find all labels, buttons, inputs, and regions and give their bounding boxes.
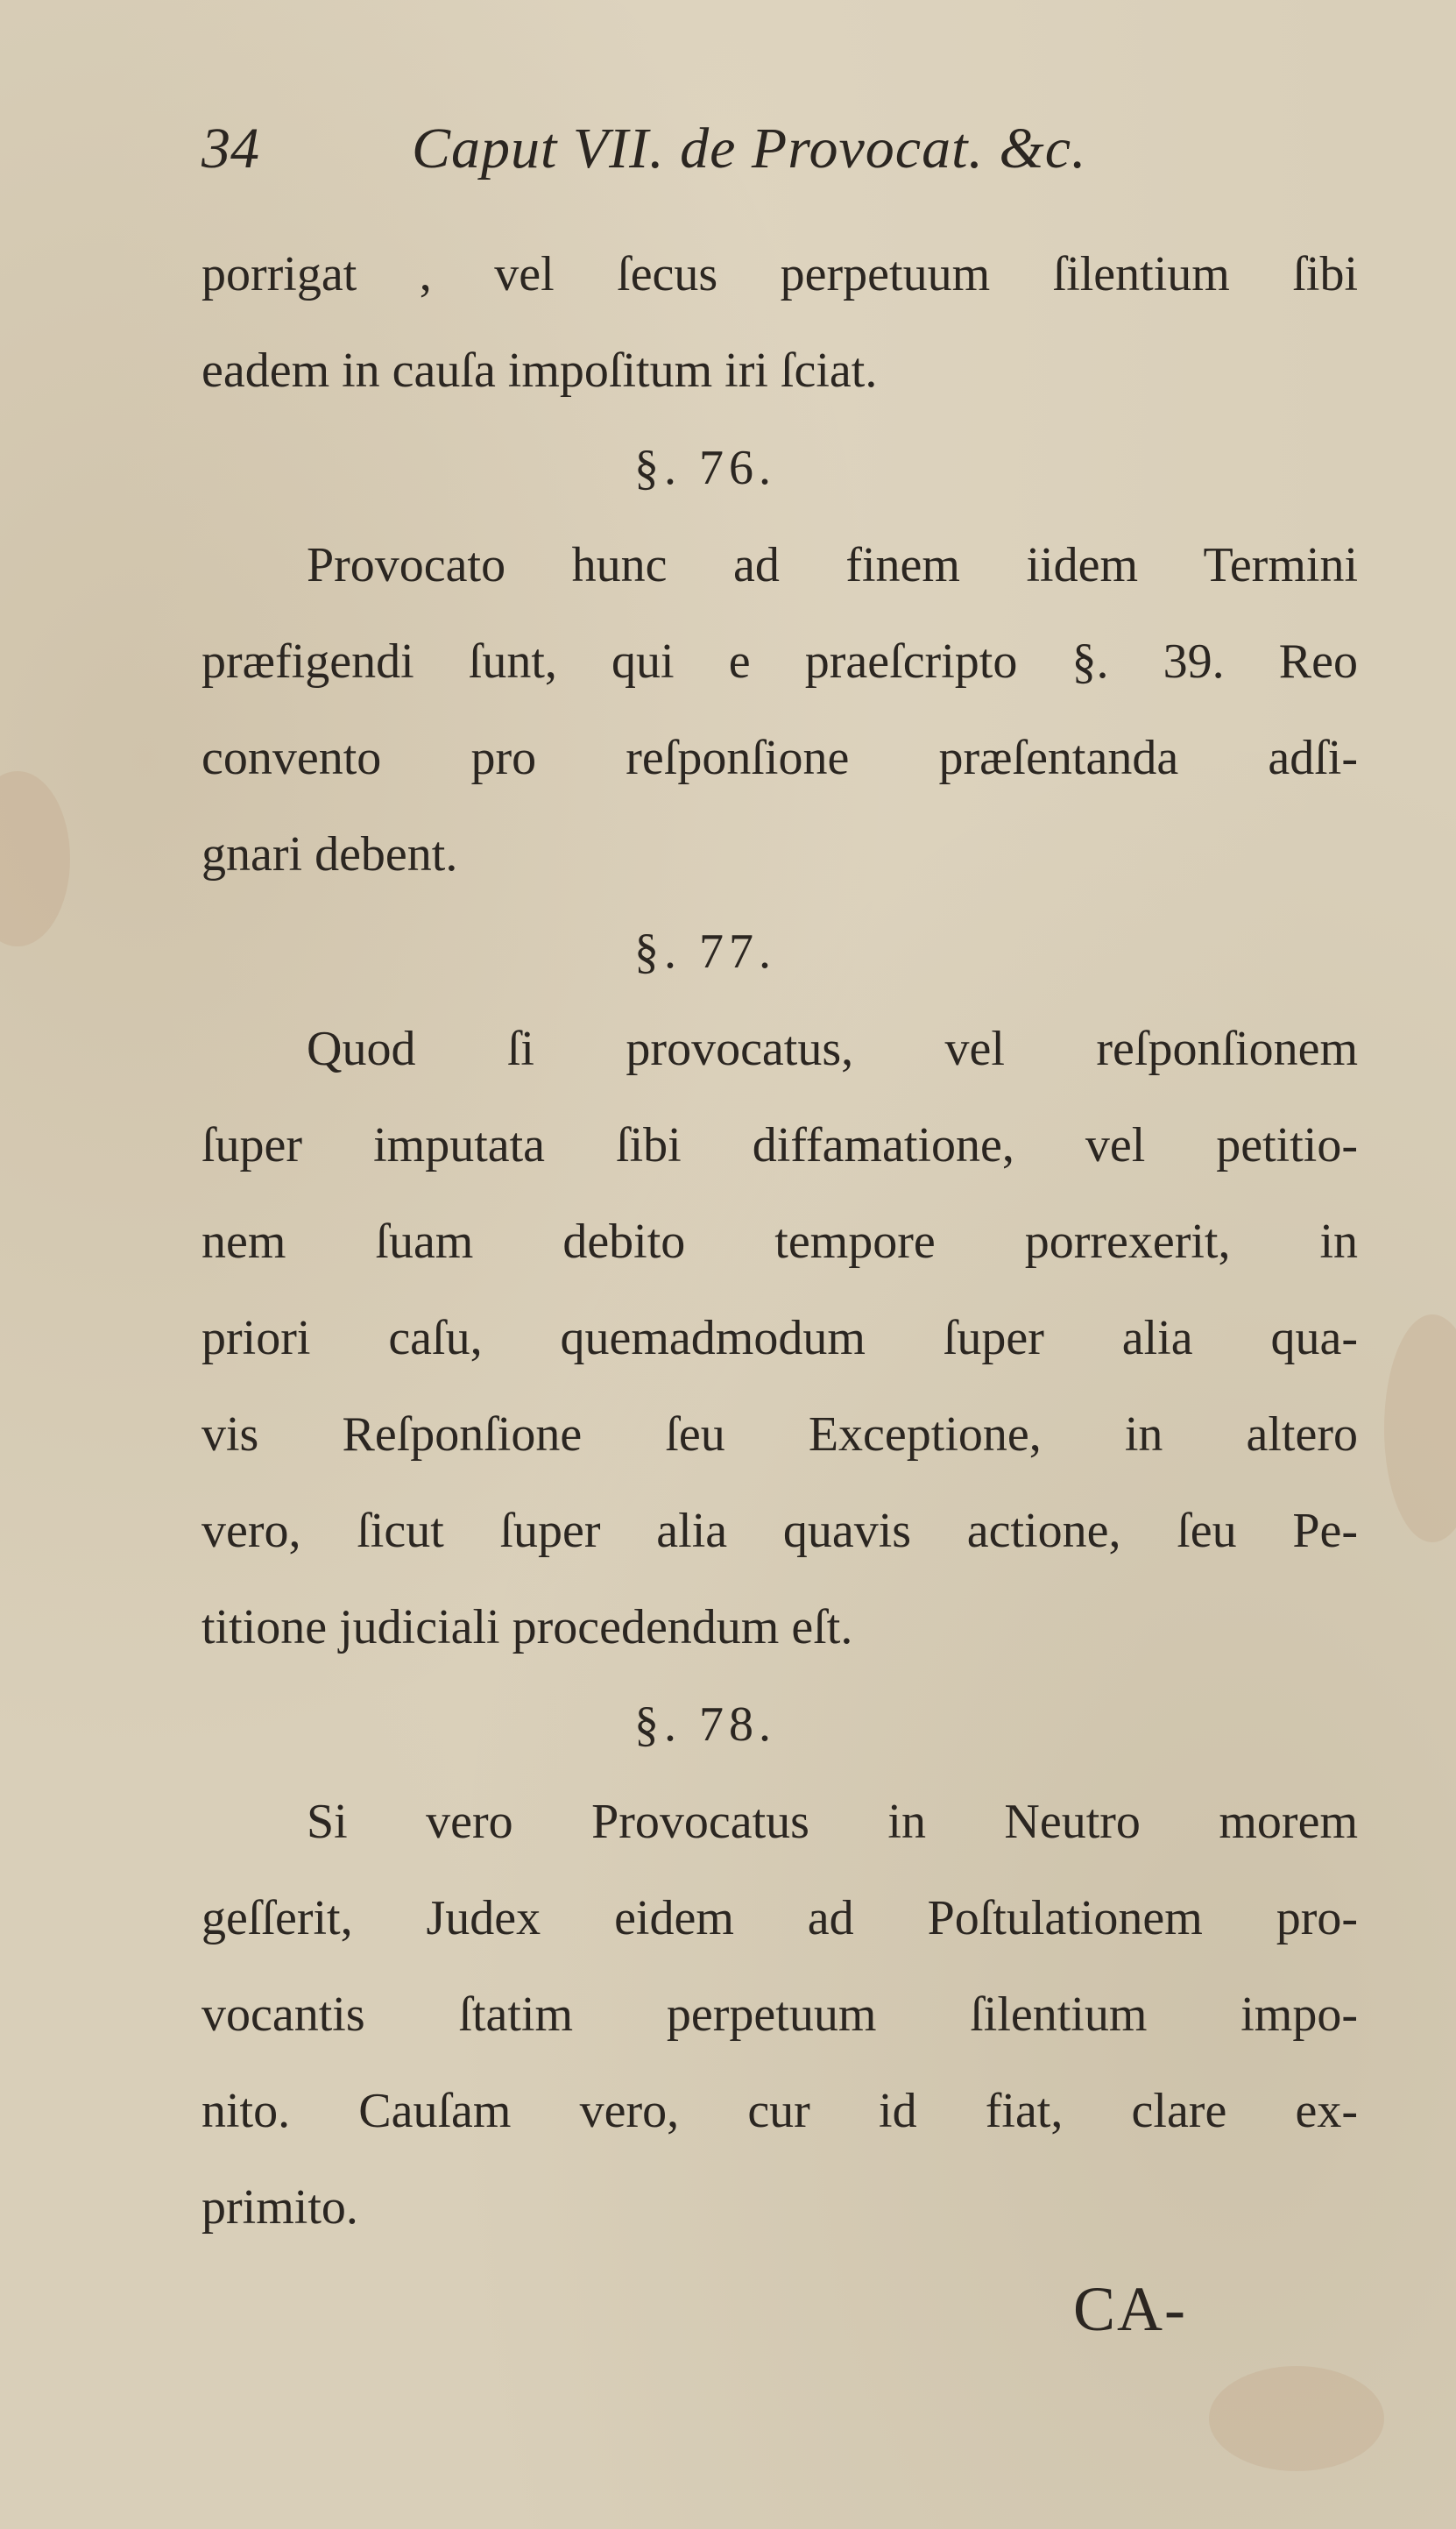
text-line: convento pro reſponſione præſentanda adſi-	[201, 731, 1358, 785]
text-line: titione judiciali procedendum eſt.	[201, 1600, 853, 1654]
text-line: priori caſu, quemadmodum ſuper alia qua-	[201, 1311, 1358, 1365]
text-line: vero, ſicut ſuper alia quavis actione, ſeu Pe-	[201, 1504, 1358, 1558]
running-title: Caput VII. de Provocat. &c.	[412, 117, 1087, 181]
text-line: ſuper imputata ſibi diffamatione, vel petitio-	[201, 1118, 1358, 1172]
text-line: geſſerit, Judex eidem ad Poſtulationem pro-	[201, 1891, 1358, 1945]
section-heading: §. 78.	[634, 1697, 776, 1752]
text-line: nem ſuam debito tempore porrexerit, in	[201, 1215, 1358, 1269]
catchword: CA-	[1073, 2274, 1187, 2344]
section-heading: §. 76.	[634, 441, 776, 495]
paper-stain	[1384, 1314, 1456, 1542]
text-line: gnari debent.	[201, 827, 458, 882]
paper-stain	[0, 771, 70, 946]
section-heading: §. 77.	[634, 924, 776, 979]
text-line: præfigendi ſunt, qui e praeſcripto §. 39. Reo	[201, 634, 1358, 689]
text-line: porrigat , vel ſecus perpetuum ſilentium ſibi	[201, 247, 1358, 301]
text-line: Quod ſi provocatus, vel reſponſionem	[307, 1022, 1358, 1076]
text-line: primito.	[201, 2180, 358, 2235]
text-line: vis Reſponſione ſeu Exceptione, in altero	[201, 1407, 1358, 1462]
page-number: 34	[201, 117, 259, 181]
text-line: nito. Cauſam vero, cur id fiat, clare ex-	[201, 2084, 1358, 2138]
body-text	[201, 226, 1358, 2256]
page-header	[201, 110, 1218, 197]
paper-stain	[1209, 2366, 1384, 2471]
text-line: vocantis ſtatim perpetuum ſilentium impo-	[201, 1987, 1358, 2042]
text-line: Si vero Provocatus in Neutro morem	[307, 1795, 1358, 1849]
text-line: eadem in cauſa impoſitum iri ſciat.	[201, 344, 878, 398]
text-line: Provocato hunc ad finem iidem Termini	[307, 538, 1358, 592]
